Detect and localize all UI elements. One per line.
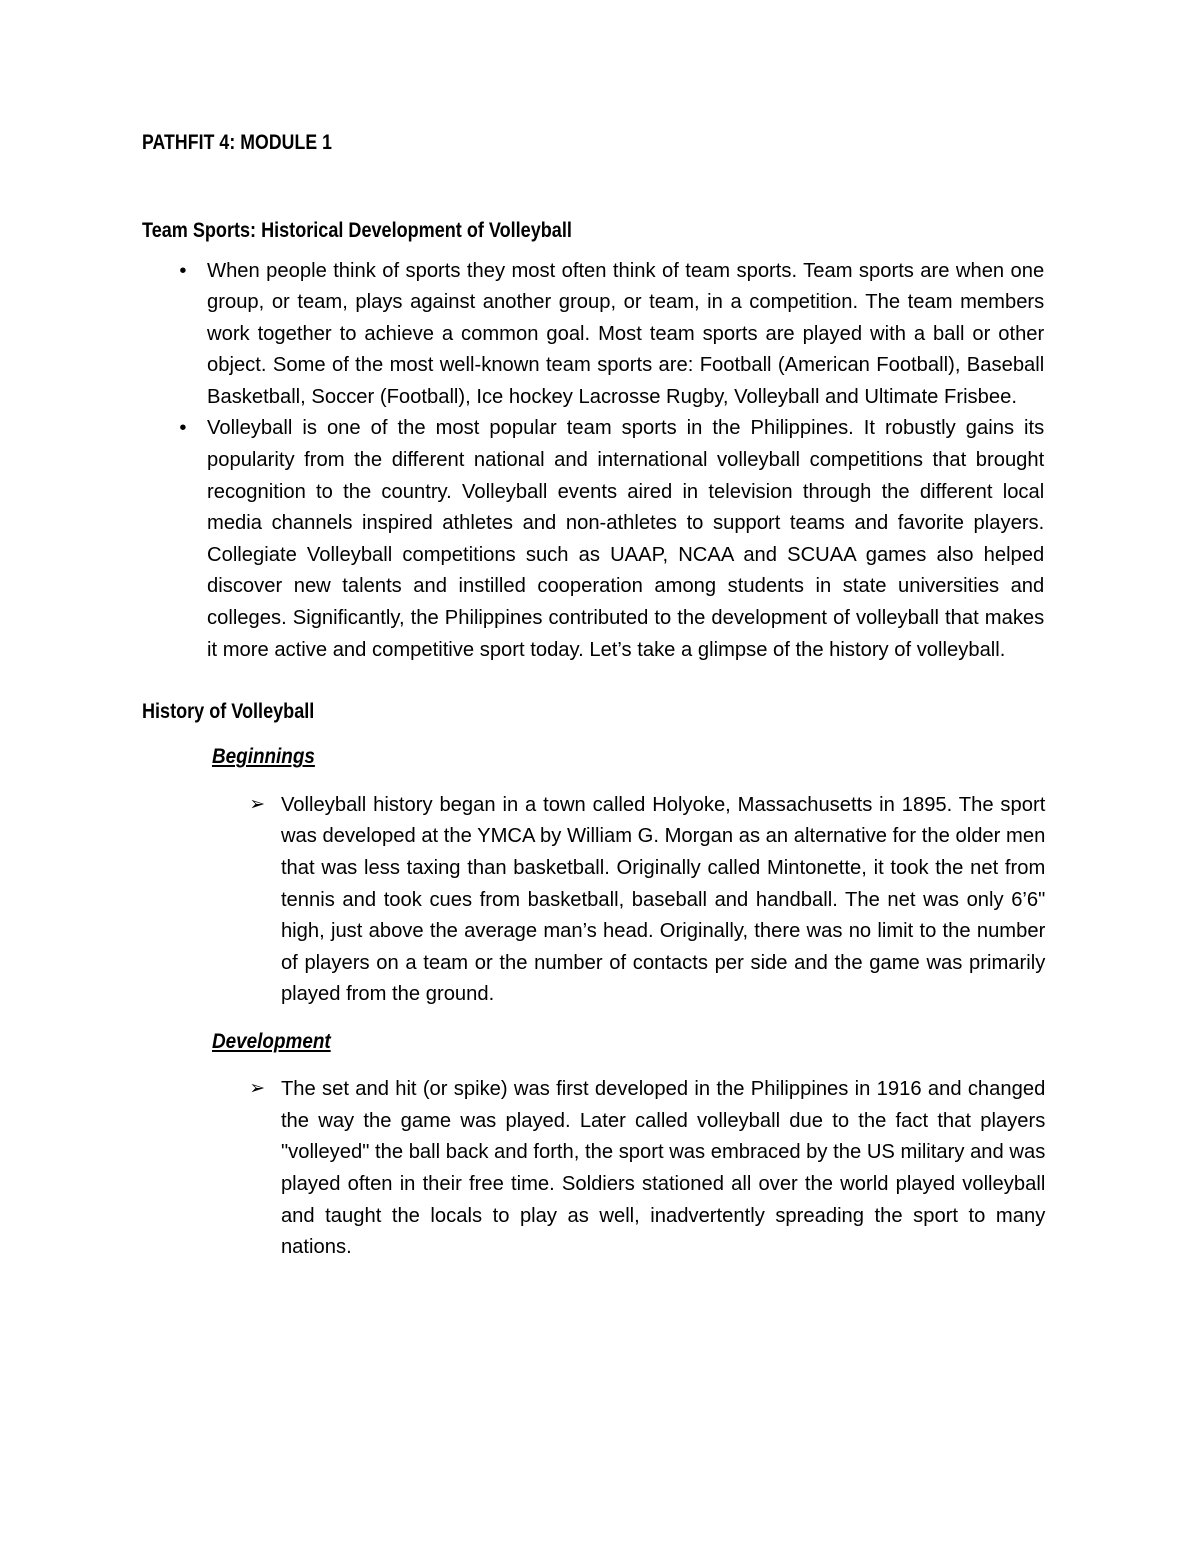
team-sports-bullet-list <box>142 255 1058 666</box>
list-item-text: Volleyball is one of the most popular team sports in the Philippines. It robustly gains its popularity from the different national and international volleyball competitions that brought recognition to the country. Volleyball events aired in television through the different local media channels inspired athletes and non-athletes to support teams and favorite players. Collegiate Volleyball competitions such as UAAP, NCAA and SCUAA games also helped discover new talents and instilled cooperation among students in state universities and colleges. Significantly, the Philippines contributed to the development of volleyball that makes it more active and competitive sport today. Let’s take a glimpse of the history of volleyball. <box>207 416 1045 661</box>
document-title: PATHFIT 4: MODULE 1 <box>142 131 333 154</box>
list-item <box>212 789 1045 1010</box>
spacer <box>142 245 1058 255</box>
spacer <box>142 1055 1058 1073</box>
list-item-text: Volleyball history began in a town called Holyoke, Massachusetts in 1895. The sport was developed at the YMCA by William G. Morgan as an alternative for the older men that was less taxing than basketball. Originally called Mintonette, it took the net from tennis and took cues from basketball, baseball and handball. The net was only 6’6" high, just above the average man’s head. Originally, there was no limit to the number of players on a team or the number of contacts per side and the game was primarily played from the ground. <box>280 792 1046 1006</box>
round-bullet-icon: • <box>179 416 187 440</box>
section-heading-history: History of Volleyball <box>142 700 315 724</box>
spacer <box>142 1010 1058 1028</box>
subheading-beginnings: Beginnings <box>212 745 315 769</box>
beginnings-arrow-list <box>212 789 1058 1010</box>
spacer <box>142 725 1058 743</box>
arrow-bullet-icon: ➢ <box>249 792 266 815</box>
document-body <box>142 130 1058 1263</box>
subheading-development-row <box>142 1028 1058 1055</box>
development-arrow-list <box>212 1073 1058 1263</box>
subheading-development: Development <box>212 1029 331 1053</box>
round-bullet-icon: • <box>179 258 187 282</box>
section-heading-team-sports: Team Sports: Historical Development of Volleyball <box>142 219 572 243</box>
spacer <box>142 156 1058 218</box>
list-item <box>212 1073 1045 1263</box>
arrow-bullet-icon: ➢ <box>249 1077 266 1100</box>
list-item <box>142 255 1044 413</box>
subheading-beginnings-row <box>142 743 1058 770</box>
spacer <box>142 771 1058 789</box>
spacer <box>142 665 1058 699</box>
list-item-text: When people think of sports they most often think of team sports. Team sports are when one group, or team, plays against another group, or team, in a competition. The team members work together to achieve a common goal. Most team sports are played with a ball or other object. Some of the most well-known team sports are: Football (American Football), Baseball Basketball, Soccer (Football), Ice hockey Lacrosse Rugby, Volleyball and Ultimate Frisbee. <box>207 258 1045 408</box>
list-item-text: The set and hit (or spike) was first developed in the Philippines in 1916 and changed the way the game was played. Later called volleyball due to the fact that players "volleyed" the ball back and forth, the sport was embraced by the US military and was played often in their free time. Soldiers stationed all over the world played volleyball and taught the locals to play as well, inadvertently spreading the sport to many nations. <box>280 1077 1046 1259</box>
list-item <box>142 412 1044 665</box>
